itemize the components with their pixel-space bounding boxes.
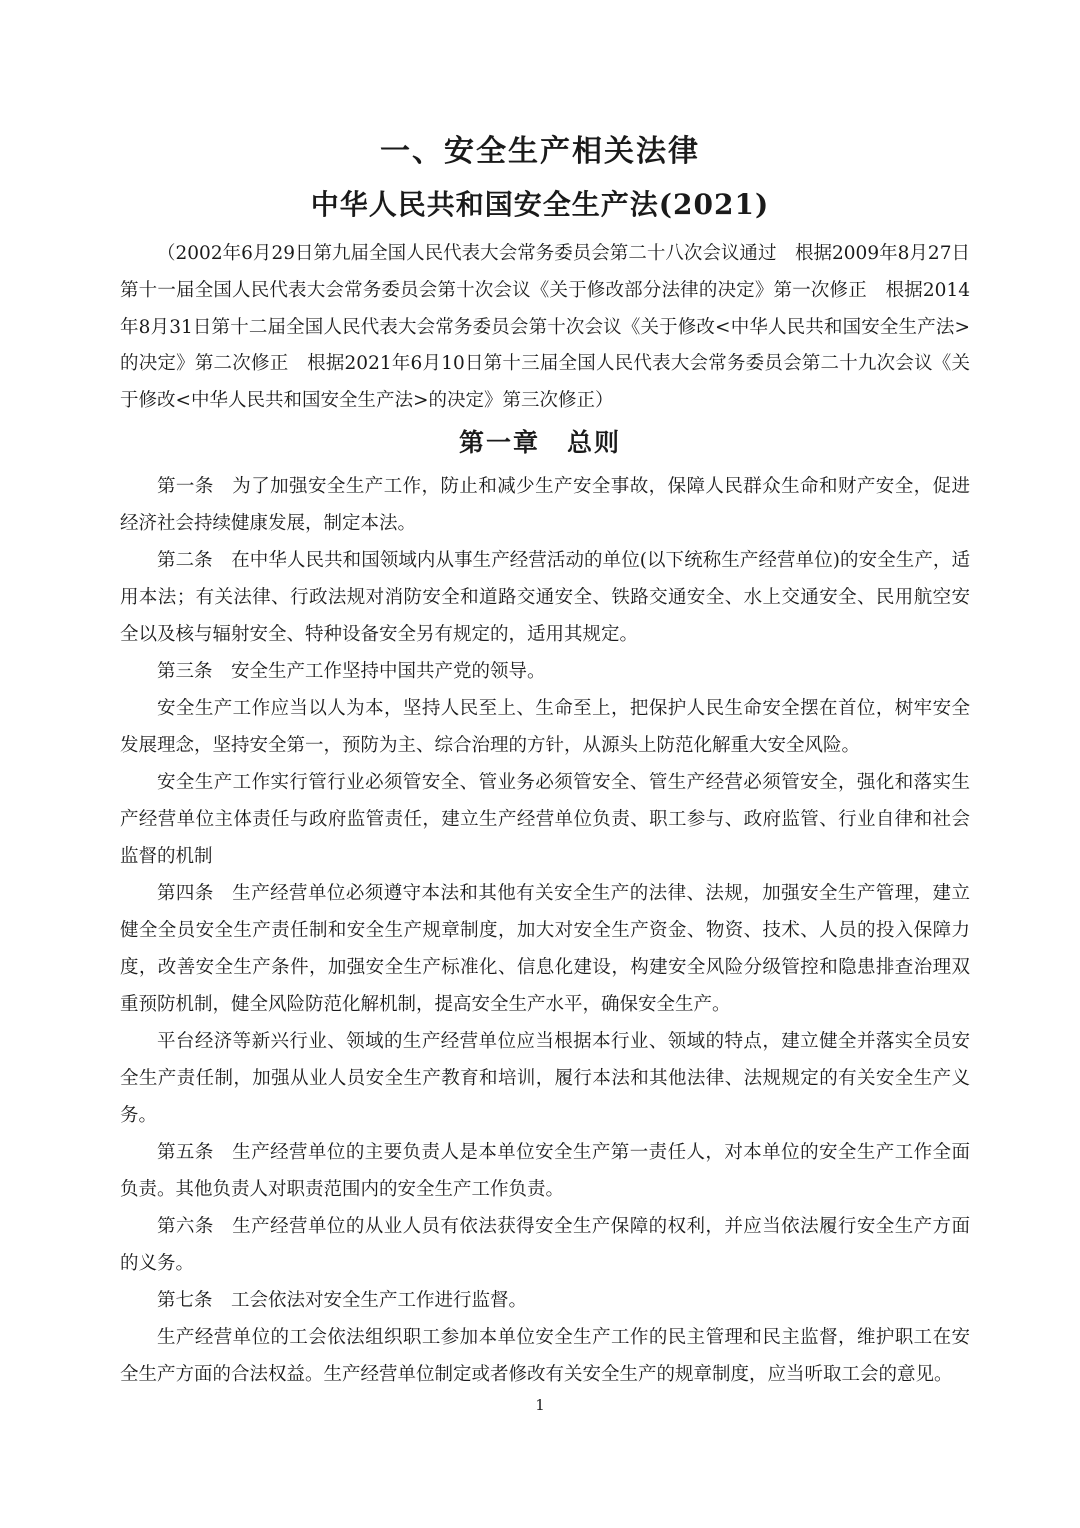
paragraph-text: 在中华人民共和国领域内从事生产经营活动的单位(以下统称生产经营单位)的安全生产，适用本法；有关法律、行政法规对消防安全和道路交通安全、铁路交通安全、水上交通安全、民用航空安全以及核与辐射安全、特种设备安全另有规定的，适用其规定。: [120, 550, 970, 645]
article-number: 第六条: [157, 1216, 214, 1237]
section-title: 一、安全生产相关法律: [380, 134, 700, 169]
paragraph: [120, 542, 970, 653]
paragraph: [120, 468, 970, 542]
paragraph-text: 生产经营单位的工会依法组织职工参加本单位安全生产工作的民主管理和民主监督，维护职工在安全生产方面的合法权益。生产经营单位制定或者修改有关安全生产的规章制度，应当听取工会的意见。: [120, 1327, 970, 1385]
paragraph-text: 平台经济等新兴行业、领域的生产经营单位应当根据本行业、领域的特点，建立健全并落实全员安全生产责任制，加强从业人员安全生产教育和培训，履行本法和其他法律、法规规定的有关安全生产义务。: [120, 1031, 970, 1126]
paragraph-text: 工会依法对安全生产工作进行监督。: [231, 1290, 528, 1311]
paragraph: [120, 653, 970, 690]
paragraph-text: 为了加强安全生产工作，防止和减少生产安全事故，保障人民群众生命和财产安全，促进经济社会持续健康发展，制定本法。: [120, 476, 970, 534]
paragraph: [120, 764, 970, 875]
paragraph: [120, 875, 970, 1023]
article-number: 第七条: [157, 1290, 213, 1311]
paragraph: [120, 1282, 970, 1319]
paragraph: [120, 1023, 970, 1134]
preamble: （2002年6月29日第九届全国人民代表大会常务委员会第二十八次会议通过 根据2009年8月27日第十一届全国人民代表大会常务委员会第十次会议《关于修改部分法律的决定》第一次修正 根据2014年8月31日第十二届全国人民代表大会常务委员会第十次会议《关于修改<中华人民共和国安全生产法>的决定》第二次修正 根据2021年6月10日第十三届全国人民代表大会常务委员会第二十九次会议《关于修改<中华人民共和国安全生产法>的决定》第三次修正）: [120, 243, 970, 412]
article-number: 第四条: [157, 883, 214, 904]
article-number: 第三条: [157, 661, 213, 682]
paragraph: [120, 690, 970, 764]
page-number: 1: [535, 1396, 545, 1414]
paragraph-text: 生产经营单位的主要负责人是本单位安全生产第一责任人，对本单位的安全生产工作全面负责。其他负责人对职责范围内的安全生产工作负责。: [120, 1142, 970, 1200]
paragraph-text: 生产经营单位必须遵守本法和其他有关安全生产的法律、法规，加强安全生产管理，建立健全全员安全生产责任制和安全生产规章制度，加大对安全生产资金、物资、技术、人员的投入保障力度，改善安全生产条件，加强安全生产标准化、信息化建设，构建安全风险分级管控和隐患排查治理双重预防机制，健全风险防范化解机制，提高安全生产水平，确保安全生产。: [120, 883, 970, 1015]
paragraph-text: 生产经营单位的从业人员有依法获得安全生产保障的权利，并应当依法履行安全生产方面的义务。: [120, 1216, 970, 1274]
paragraph-text: 安全生产工作实行管行业必须管安全、管业务必须管安全、管生产经营必须管安全，强化和落实生产经营单位主体责任与政府监管责任，建立生产经营单位负责、职工参与、政府监管、行业自律和社会监督的机制: [120, 772, 970, 867]
chapter-title: 第一章 总则: [458, 428, 621, 457]
article-number: 第一条: [157, 476, 214, 497]
article-number: 第二条: [157, 550, 213, 571]
paragraph: [120, 1208, 970, 1282]
law-title: 中华人民共和国安全生产法(2021): [310, 188, 770, 221]
paragraph: [120, 1319, 970, 1393]
paragraph-text: 安全生产工作坚持中国共产党的领导。: [231, 661, 546, 682]
paragraph-text: 安全生产工作应当以人为本，坚持人民至上、生命至上，把保护人民生命安全摆在首位，树牢安全发展理念，坚持安全第一，预防为主、综合治理的方针，从源头上防范化解重大安全风险。: [120, 698, 970, 756]
article-number: 第五条: [157, 1142, 214, 1163]
paragraph: [120, 1134, 970, 1208]
body-text: [120, 468, 970, 1393]
